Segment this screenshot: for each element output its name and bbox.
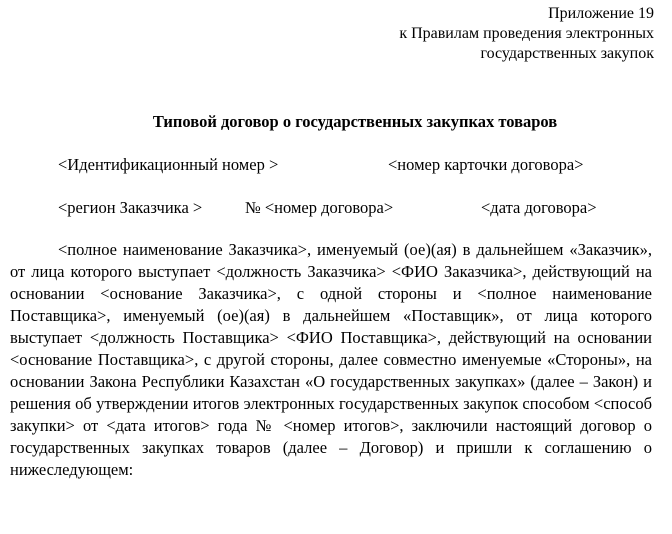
- document-title: Типовой договор о государственных закупках товаров: [152, 112, 558, 131]
- customer-region-field: <регион Заказчика >: [58, 198, 203, 217]
- appendix-number: Приложение 19: [548, 5, 654, 22]
- contract-date-field: <дата договора>: [481, 198, 597, 217]
- appendix-header: [399, 4, 654, 64]
- appendix-procurement-ref: государственных закупок: [480, 45, 654, 62]
- contract-preamble: <полное наименование Заказчика>, именуемый (ое)(ая) в дальнейшем «Заказчик», от лица которого выступает <должность Заказчика> <ФИО Заказчика>, действующий на основании <основание Заказчика>, с одной стороны и <полное наименование Поставщика>, именуемый (ое)(ая) в дальнейшем «Поставщик», от лица которого выступает <должность Поставщика> <ФИО Поставщика>, действующий на основании <основание Поставщика>, с другой стороны, далее совместно именуемые «Стороны», на основании Закона Республики Казахстан «О государственных закупках» (далее – Закон) и решения об утверждении итогов электронных государственных закупок способом <способ закупки> от <дата итогов> года № <номер итогов>, заключили настоящий договор о государственных закупках товаров (далее – Договор) и пришли к соглашению о нижеследующем:: [10, 240, 652, 479]
- contract-number-field: № <номер договора>: [245, 198, 394, 217]
- id-number-field: <Идентификационный номер >: [58, 155, 279, 174]
- card-number-field: <номер карточки договора>: [388, 155, 584, 174]
- appendix-rules-ref: к Правилам проведения электронных: [399, 25, 654, 42]
